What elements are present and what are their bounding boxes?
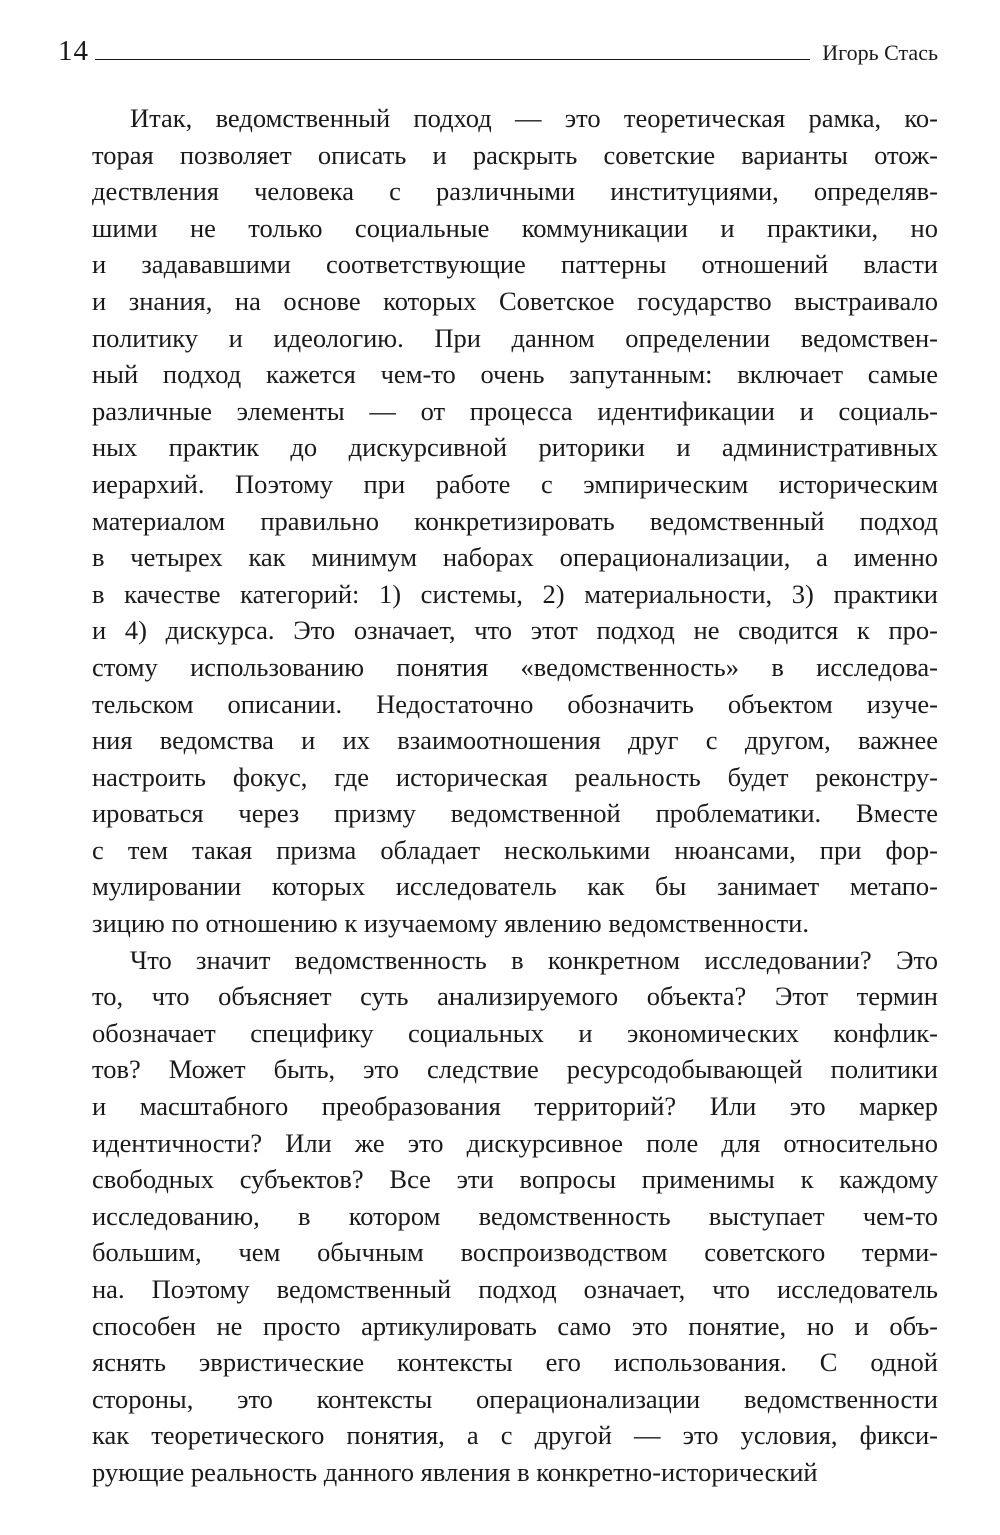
body-text (92, 100, 938, 1491)
page-number: 14 (58, 35, 89, 67)
text-line: шими не только социальные коммуникации и практики, но (92, 212, 938, 243)
paragraph (92, 942, 938, 1491)
text-line: тельском описании. Недостаточно обозначить объектом изуче- (92, 688, 938, 719)
text-line: ный подход кажется чем-то очень запутанным: включает самые (92, 359, 938, 390)
text-line: ироваться через призму ведомственной проблематики. Вместе (92, 798, 938, 829)
text-line: Что значит ведомственность в конкретном исследовании? Это (130, 944, 938, 975)
text-line: различные элементы — от процесса идентификации и социаль- (92, 395, 938, 426)
text-line: политику и идеологию. При данном определении ведомствен- (92, 322, 938, 353)
text-line: обозначает специфику социальных и экономических конфлик- (92, 1017, 938, 1048)
paragraph (92, 100, 938, 942)
text-line: рующие реальность данного явления в конкретно-исторический (92, 1456, 818, 1487)
text-line: ных практик до дискурсивной риторики и административных (92, 432, 938, 463)
text-line: исследованию, в котором ведомственность выступает чем-то (92, 1200, 938, 1231)
text-line: свободных субъектов? Все эти вопросы применимы к каждому (92, 1164, 938, 1195)
text-line: тов? Может быть, это следствие ресурсодобывающей политики (92, 1054, 938, 1085)
text-line: способен не просто артикулировать само это понятие, но и объ- (92, 1310, 938, 1341)
text-line: то, что объясняет суть анализируемого объекта? Этот термин (92, 981, 938, 1012)
text-line: мулировании которых исследователь как бы занимает метапо- (92, 871, 938, 902)
text-line: иерархий. Поэтому при работе с эмпирическим историческим (92, 468, 938, 499)
text-line: с тем такая призма обладает несколькими нюансами, при фор- (92, 834, 938, 865)
text-line: идентичности? Или же это дискурсивное поле для относительно (92, 1127, 938, 1158)
text-line: и знания, на основе которых Советское государство выстраивало (92, 285, 938, 316)
text-line: большим, чем обычным воспроизводством советского терми- (92, 1237, 938, 1268)
text-line: на. Поэтому ведомственный подход означает, что исследователь (92, 1274, 938, 1304)
text-line: торая позволяет описать и раскрыть советские варианты отож- (92, 139, 938, 170)
text-line: дествления человека с различными институциями, определяв- (92, 176, 938, 207)
text-line: зицию по отношению к изучаемому явлению ведомственности. (92, 908, 809, 939)
text-line: материалом правильно конкретизировать ведомственный подход (92, 505, 938, 536)
text-line: как теоретического понятия, а с другой — это условия, фикси- (92, 1420, 938, 1451)
text-line: Итак, ведомственный подход — это теоретическая рамка, ко- (130, 103, 938, 133)
text-line: и масштабного преобразования территорий? Или это маркер (92, 1091, 938, 1122)
text-line: стороны, это контексты операционализации ведомственности (92, 1383, 938, 1414)
text-line: в четырех как минимум наборах операционализации, а именно (92, 542, 938, 573)
text-line: в качестве категорий: 1) системы, 2) материальности, 3) практики (92, 578, 938, 609)
running-header (58, 26, 938, 66)
text-line: ния ведомства и их взаимоотношения друг с другом, важнее (92, 725, 938, 756)
text-line: яснять эвристические контексты его использования. С одной (92, 1347, 938, 1378)
text-line: настроить фокус, где историческая реальность будет реконстру- (92, 761, 938, 792)
text-line: стому использованию понятия «ведомственность» в исследова- (92, 651, 938, 682)
text-line: и 4) дискурса. Это означает, что этот подход не сводится к про- (92, 615, 938, 646)
running-title: Игорь Стась (822, 40, 938, 65)
header-rule (95, 59, 810, 60)
text-line: и задававшими соответствующие паттерны отношений власти (92, 249, 938, 280)
